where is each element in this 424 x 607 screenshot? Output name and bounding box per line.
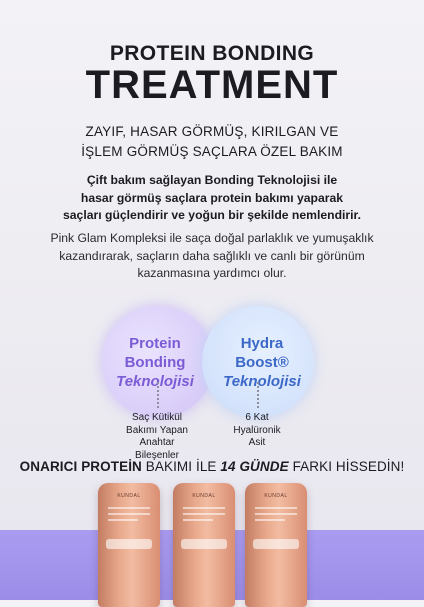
tube-text-line (183, 519, 213, 521)
paragraph-bonding-line-1: Çift bakım sağlayan Bonding Teknolojisi ile (86, 173, 338, 187)
paragraph-bonding-line-3: saçları güçlendirir ve yoğun bir şekilde nemlendirir. (62, 208, 362, 222)
tagline-part-4: FARKI HİSSEDİN! (288, 459, 405, 474)
title-line-2: TREATMENT (85, 63, 339, 107)
product-tube (173, 483, 235, 607)
tube-text-line (183, 513, 225, 515)
tube-label (106, 539, 152, 549)
paragraph-pink-glam-line-3: kazanmasına yardımcı olur. (137, 266, 287, 280)
tube-text-line (108, 519, 138, 521)
tube-label (253, 539, 299, 549)
paragraph-pink-glam-line-2: kazandırarak, saçların daha sağlıklı ve canlı bir görünüm (59, 248, 365, 263)
tube-label (181, 539, 227, 549)
hydra-boost-line-1: Hydra (240, 334, 284, 352)
paragraph-bonding-line-2: hasar görmüş saçlara protein bakımı yaparak (80, 190, 344, 205)
tube-text-line (255, 519, 285, 521)
tube-text-line (255, 513, 297, 515)
left-caption-line-2: Bakımı Yapan (126, 424, 188, 436)
paragraph-bonding (0, 172, 424, 225)
tube-text-line (108, 513, 150, 515)
title-line-1: PROTEIN BONDING (109, 42, 315, 65)
subtitle-line-2: İŞLEM GÖRMÜŞ SAÇLARA ÖZEL BAKIM (81, 144, 343, 159)
protein-bonding-line-1: Protein (129, 334, 181, 352)
protein-bonding-line-2: Bonding (124, 353, 186, 371)
subtitle (0, 122, 424, 162)
hydra-boost-line-3: Teknolojisi (223, 372, 301, 390)
tube-text-line (108, 507, 150, 509)
left-caption-line-3: Anahtar Bileşenler (135, 437, 179, 461)
product-tube (98, 483, 160, 607)
tagline-part-1: ONARICI PROTEİN (19, 459, 142, 474)
hydra-boost-line-2: Boost® (235, 353, 289, 371)
tube-brand: KUNDAL (192, 493, 216, 499)
paragraph-pink-glam (0, 230, 424, 283)
tagline-part-2: BAKIMI İLE (141, 459, 221, 474)
left-caption (117, 412, 197, 462)
right-caption (222, 412, 292, 450)
tube-text-line (255, 507, 297, 509)
left-connector-dots (157, 382, 159, 408)
right-caption-line-3: Asit (248, 437, 266, 448)
protein-bonding-line-3: Teknolojisi (116, 372, 194, 390)
paragraph-pink-glam-line-1: Pink Glam Kompleksi ile saça doğal parlaklık ve yumuşaklık (50, 231, 374, 245)
product-tube (245, 483, 307, 607)
left-caption-line-1: Saç Kütikül (131, 412, 183, 423)
right-connector-dots (257, 382, 259, 408)
tube-text-line (183, 507, 225, 509)
tagline-part-3: 14 GÜNDE (220, 459, 289, 474)
right-caption-line-2: Hyalüronik (233, 424, 281, 436)
tube-brand: KUNDAL (117, 493, 141, 499)
tube-brand: KUNDAL (264, 493, 288, 499)
right-caption-line-1: 6 Kat (245, 412, 269, 423)
tagline (0, 459, 424, 474)
subtitle-line-1: ZAYIF, HASAR GÖRMÜŞ, KIRILGAN VE (85, 124, 339, 139)
